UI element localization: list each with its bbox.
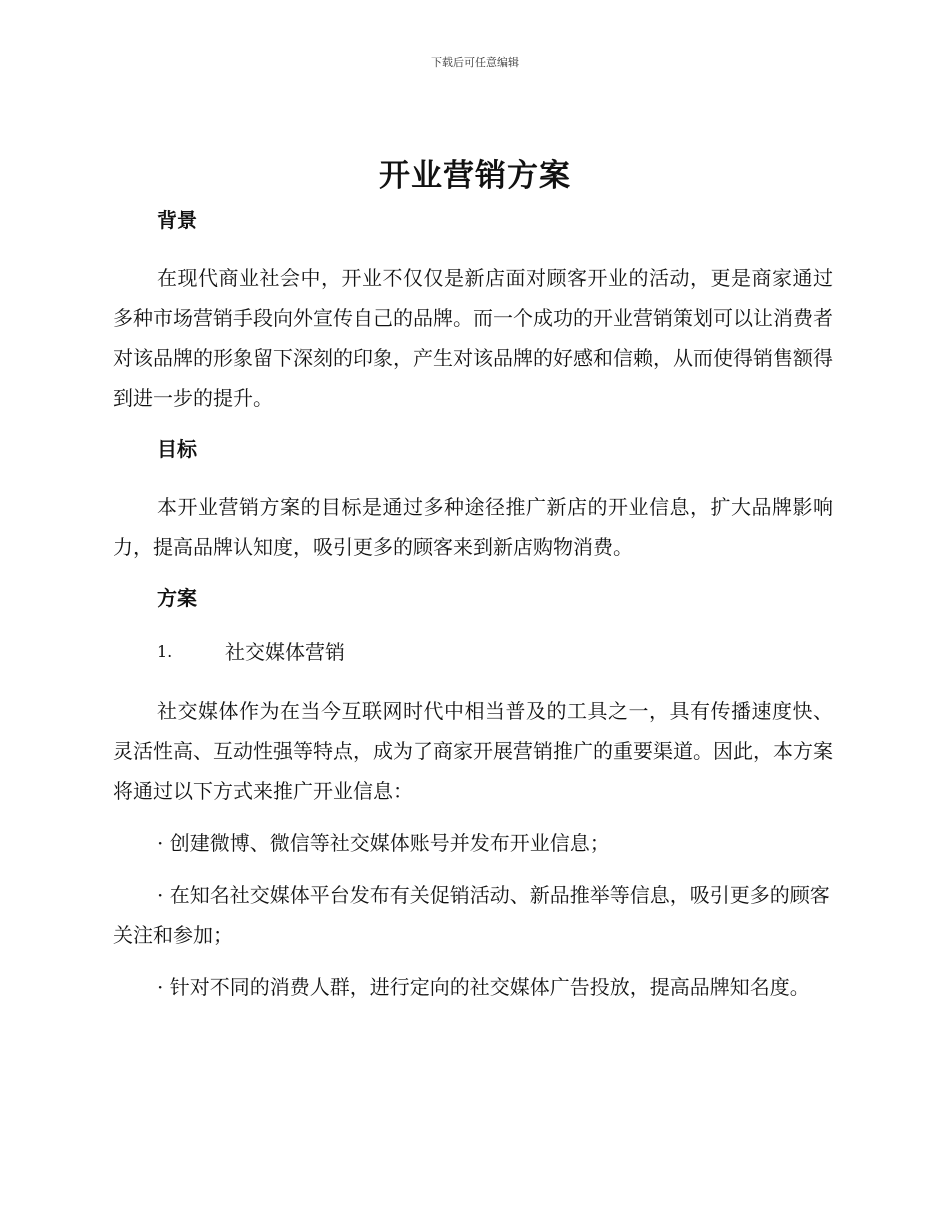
bullet-item: · 在知名社交媒体平台发布有关促销活动、新品推举等信息，吸引更多的顾客关注和参加；	[113, 883, 830, 947]
item-title: 社交媒体营销	[225, 640, 345, 664]
section-heading-background: 背景	[157, 208, 197, 232]
item-number: 1.	[157, 642, 173, 661]
social-media-paragraph: 社交媒体作为在当今互联网时代中相当普及的工具之一，具有传播速度快、灵活性高、互动性强等特点，成为了商家开展营销推广的重要渠道。因此，本方案将通过以下方式来推广开业信息：	[113, 699, 833, 803]
header-note: 下载后可任意编辑	[431, 56, 519, 69]
goal-paragraph: 本开业营销方案的目标是通过多种途径推广新店的开业信息，扩大品牌影响力，提高品牌认知度，吸引更多的顾客来到新店购物消费。	[113, 495, 833, 559]
numbered-item-1	[157, 637, 833, 667]
document-body	[113, 205, 833, 1007]
bullet-item: · 创建微博、微信等社交媒体账号并发布开业信息；	[157, 831, 610, 855]
document-title: 开业营销方案	[379, 158, 571, 194]
section-heading-plan: 方案	[157, 586, 197, 610]
background-paragraph: 在现代商业社会中，开业不仅仅是新店面对顾客开业的活动，更是商家通过多种市场营销手段向外宣传自己的品牌。而一个成功的开业营销策划可以让消费者对该品牌的形象留下深刻的印象，产生对该品牌的好感和信赖，从而使得销售额得到进一步的提升。	[113, 266, 833, 410]
section-heading-goal: 目标	[157, 437, 197, 461]
bullet-item: · 针对不同的消费人群，进行定向的社交媒体广告投放，提高品牌知名度。	[157, 975, 810, 999]
